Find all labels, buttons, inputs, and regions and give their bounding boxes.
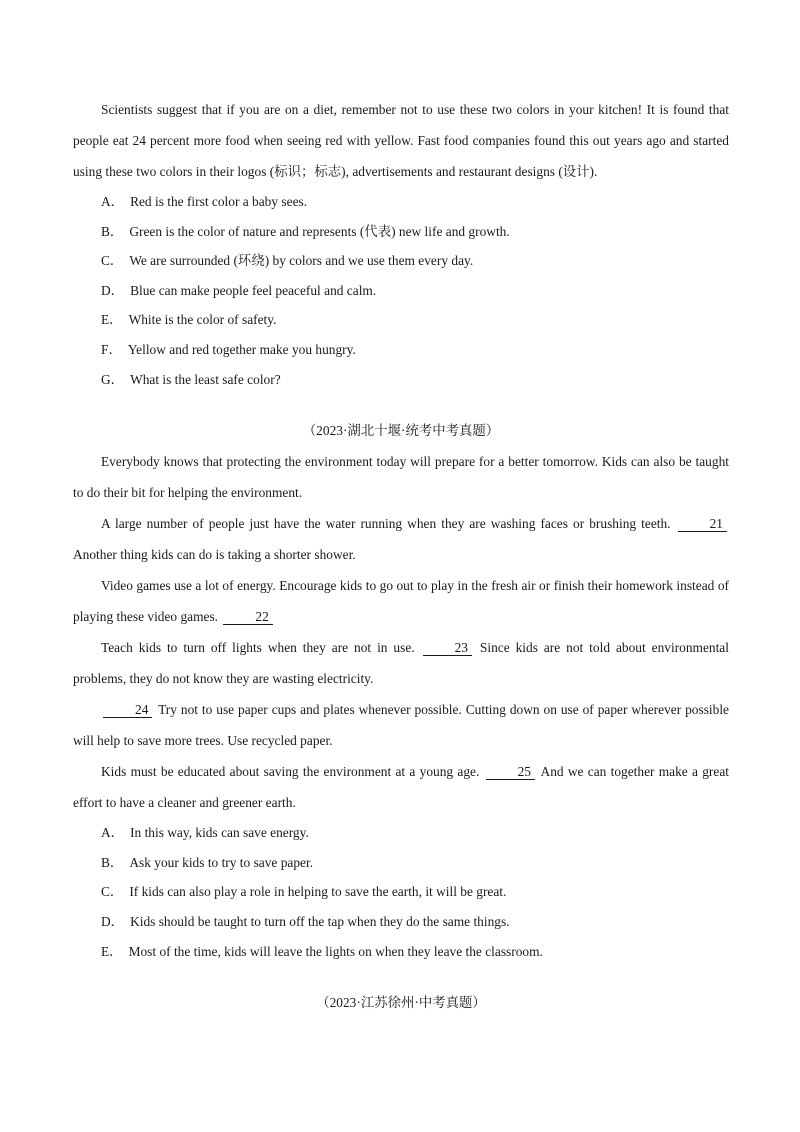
option-letter: F． xyxy=(101,341,122,357)
paragraph-text: Teach kids to turn off lights when they are not in use. xyxy=(101,640,415,656)
passage2-paragraph-1: Everybody knows that protecting the environment today will prepare for a better tomorrow. Kids can also be taught to do their bit for helping the environment. xyxy=(73,454,729,501)
option-text: Yellow and red together make you hungry. xyxy=(127,341,356,357)
option-letter: B． xyxy=(101,854,124,870)
option-text: Kids should be taught to turn off the tap when they do the same things. xyxy=(130,913,510,929)
passage3-source: （2023·江苏徐州·中考真题） xyxy=(316,995,486,1011)
passage2-options xyxy=(73,818,729,966)
passage2-paragraph-4 xyxy=(73,632,729,694)
passage1-paragraph: Scientists suggest that if you are on a diet, remember not to use these two colors in your kitchen! It is found that people eat 24 percent more food when seeing red with yellow. Fast food companies found this out years ago and started using these two colors in their logos (标识；标志), advertisements and restaurant designs (设计). xyxy=(73,102,729,179)
blank-24: 24 xyxy=(103,703,152,718)
paragraph-text: Video games use a lot of energy. Encourage kids to go out to play in the fresh air or finish their homework instead of playing these video games. xyxy=(73,578,729,625)
passage2-paragraph-5 xyxy=(73,694,729,756)
blank-23: 23 xyxy=(423,641,472,656)
passage1-options xyxy=(73,187,729,394)
option-text: We are surrounded (环绕) by colors and we use them every day. xyxy=(129,253,474,269)
option-a xyxy=(73,187,729,217)
paragraph-text: And we can together make a great effort to have a cleaner and greener earth. xyxy=(73,764,729,811)
option-d xyxy=(73,276,729,306)
option-c xyxy=(73,246,729,276)
option-b xyxy=(73,217,729,247)
option-f xyxy=(73,335,729,365)
option-letter: G． xyxy=(101,371,125,387)
option-text: White is the color of safety. xyxy=(128,312,277,328)
paragraph-text: Try not to use paper cups and plates whenever possible. Cutting down on use of paper wherever possible will help to save more trees. Use recycled paper. xyxy=(73,702,729,749)
blank-21: 21 xyxy=(678,517,727,532)
option-text: Red is the first color a baby sees. xyxy=(130,194,308,209)
paragraph-text: Since kids are not told about environmental problems, they do not know they are wasting electricity. xyxy=(73,640,729,687)
option-letter: C． xyxy=(101,253,124,269)
option-g xyxy=(73,365,729,395)
section-spacer xyxy=(73,966,729,988)
option-letter: D． xyxy=(101,282,125,298)
option-d xyxy=(73,907,729,937)
option-letter: C． xyxy=(101,884,124,900)
option-letter: E． xyxy=(101,312,123,328)
option-text: In this way, kids can save energy. xyxy=(130,825,309,841)
option-b xyxy=(73,848,729,878)
option-letter: A． xyxy=(101,825,125,841)
blank-25: 25 xyxy=(486,765,535,780)
option-text: Blue can make people feel peaceful and calm. xyxy=(130,282,377,298)
option-e xyxy=(73,937,729,967)
option-c xyxy=(73,877,729,907)
passage2-paragraph-6 xyxy=(73,756,729,818)
paragraph-text: Another thing kids can do is taking a shorter shower. xyxy=(73,547,356,563)
passage2-paragraph-3 xyxy=(73,570,729,632)
option-letter: D． xyxy=(101,913,125,929)
option-text: What is the least safe color? xyxy=(130,371,281,387)
paragraph-text: A large number of people just have the water running when they are washing faces or brushing teeth. xyxy=(101,516,671,532)
option-text: Green is the color of nature and represents (代表) new life and growth. xyxy=(129,223,510,239)
passage2-source: （2023·湖北十堰·统考中考真题） xyxy=(302,423,500,439)
paragraph-text: Kids must be educated about saving the environment at a young age. xyxy=(101,764,480,780)
passage2-paragraph-2 xyxy=(73,508,729,570)
option-letter: E． xyxy=(101,943,123,959)
option-text: If kids can also play a role in helping to save the earth, it will be great. xyxy=(129,884,507,900)
option-a xyxy=(73,818,729,848)
option-text: Ask your kids to try to save paper. xyxy=(129,854,314,870)
option-letter: A． xyxy=(101,194,125,209)
option-letter: B． xyxy=(101,223,124,239)
option-text: Most of the time, kids will leave the lights on when they leave the classroom. xyxy=(128,943,543,959)
blank-22: 22 xyxy=(223,610,272,625)
option-e xyxy=(73,305,729,335)
section-spacer xyxy=(73,394,729,416)
document-page xyxy=(73,94,729,1018)
